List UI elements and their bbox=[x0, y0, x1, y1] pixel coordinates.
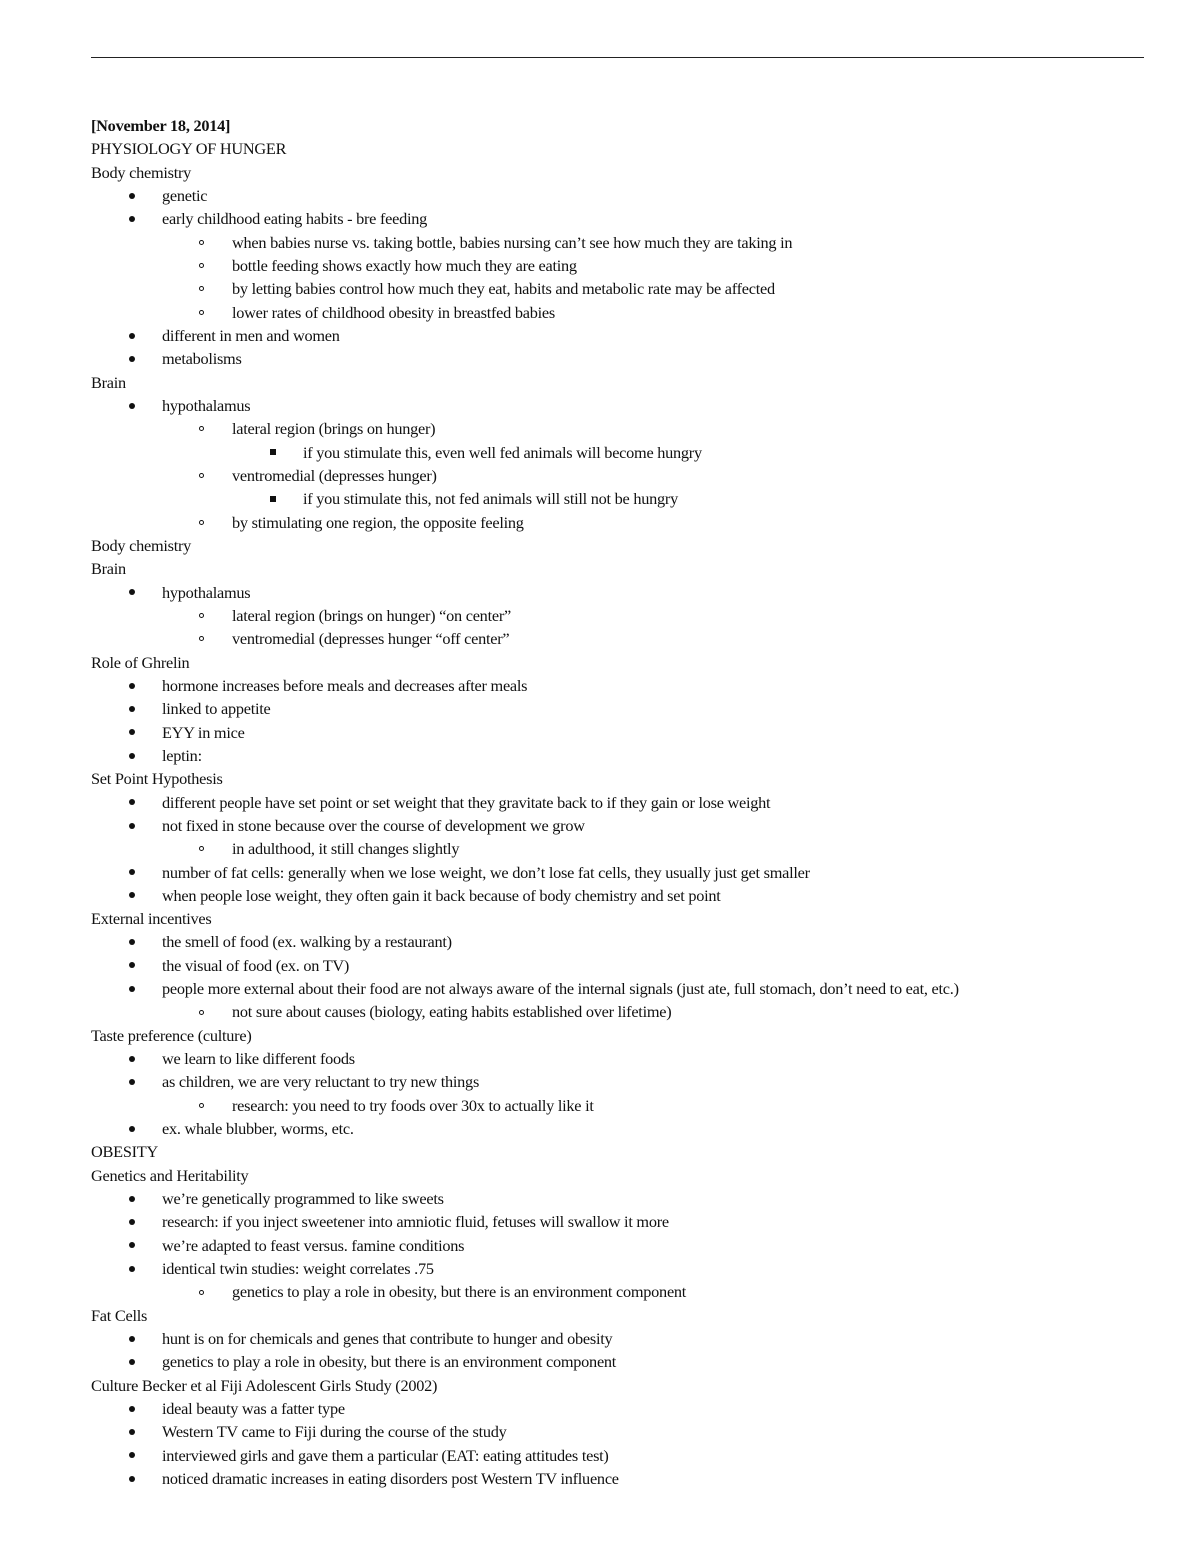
bullet-square-icon bbox=[270, 487, 276, 510]
bullet-circle-icon bbox=[199, 417, 204, 440]
list-item bbox=[91, 884, 1151, 907]
bullet-disc-icon bbox=[129, 1047, 135, 1070]
list-item bbox=[91, 254, 1151, 277]
line-text: people more external about their food are not always aware of the internal signals (just ate, full stomach, don’t need to eat, etc.) bbox=[162, 979, 959, 999]
bullet-circle-icon bbox=[199, 301, 204, 324]
list-item bbox=[91, 1000, 1151, 1023]
bullet-disc-icon bbox=[129, 1187, 135, 1210]
bullet-circle-icon bbox=[199, 231, 204, 254]
list-item bbox=[91, 441, 1151, 464]
list-item bbox=[91, 954, 1151, 977]
bullet-disc-icon bbox=[129, 1397, 135, 1420]
line-text: OBESITY bbox=[91, 1142, 158, 1162]
line-text: metabolisms bbox=[162, 349, 242, 369]
section-heading bbox=[91, 1304, 1151, 1327]
list-item bbox=[91, 1047, 1151, 1070]
list-item bbox=[91, 604, 1151, 627]
note-date: [November 18, 2014] bbox=[91, 116, 231, 135]
line-text: genetics to play a role in obesity, but there is an environment component bbox=[232, 1282, 687, 1302]
bullet-disc-icon bbox=[129, 347, 135, 370]
bullet-disc-icon bbox=[129, 814, 135, 837]
list-item bbox=[91, 1094, 1151, 1117]
bullet-disc-icon bbox=[129, 791, 135, 814]
line-text: if you stimulate this, even well fed animals will become hungry bbox=[303, 442, 702, 462]
notes-document bbox=[91, 114, 1151, 1490]
line-text: not fixed in stone because over the course of development we grow bbox=[162, 815, 585, 835]
bullet-disc-icon bbox=[129, 324, 135, 347]
list-item bbox=[91, 1257, 1151, 1280]
line-text: as children, we are very reluctant to try new things bbox=[162, 1072, 480, 1092]
bullet-disc-icon bbox=[129, 884, 135, 907]
list-item bbox=[91, 1234, 1151, 1257]
section-heading bbox=[91, 651, 1151, 674]
list-item bbox=[91, 1397, 1151, 1420]
line-text: research: you need to try foods over 30x to actually like it bbox=[232, 1095, 594, 1115]
line-text: research: if you inject sweetener into amniotic fluid, fetuses will swallow it more bbox=[162, 1212, 669, 1232]
bullet-disc-icon bbox=[129, 1234, 135, 1257]
line-text: leptin: bbox=[162, 745, 202, 765]
list-item bbox=[91, 744, 1151, 767]
list-item bbox=[91, 1327, 1151, 1350]
line-text: Brain bbox=[91, 559, 126, 579]
line-text: External incentives bbox=[91, 909, 212, 929]
line-text: bottle feeding shows exactly how much they are eating bbox=[232, 255, 577, 275]
bullet-circle-icon bbox=[199, 1280, 204, 1303]
line-text: genetics to play a role in obesity, but there is an environment component bbox=[162, 1352, 617, 1372]
line-text: ventromedial (depresses hunger “off center” bbox=[232, 629, 510, 649]
line-text: Set Point Hypothesis bbox=[91, 769, 223, 789]
list-item bbox=[91, 1350, 1151, 1373]
bullet-disc-icon bbox=[129, 1420, 135, 1443]
line-text: Taste preference (culture) bbox=[91, 1025, 252, 1045]
header-rule bbox=[91, 57, 1144, 58]
bullet-disc-icon bbox=[129, 930, 135, 953]
bullet-disc-icon bbox=[129, 207, 135, 230]
bullet-disc-icon bbox=[129, 977, 135, 1000]
list-item bbox=[91, 1210, 1151, 1233]
list-item bbox=[91, 487, 1151, 510]
list-item bbox=[91, 837, 1151, 860]
list-item bbox=[91, 277, 1151, 300]
list-item bbox=[91, 464, 1151, 487]
list-item bbox=[91, 394, 1151, 417]
section-heading bbox=[91, 1374, 1151, 1397]
bullet-circle-icon bbox=[199, 254, 204, 277]
list-item bbox=[91, 1444, 1151, 1467]
bullet-disc-icon bbox=[129, 954, 135, 977]
list-item bbox=[91, 511, 1151, 534]
list-item bbox=[91, 1280, 1151, 1303]
section-heading bbox=[91, 137, 1151, 160]
list-item bbox=[91, 417, 1151, 440]
list-item bbox=[91, 1070, 1151, 1093]
line-text: Fat Cells bbox=[91, 1305, 148, 1325]
section-heading bbox=[91, 371, 1151, 394]
bullet-circle-icon bbox=[199, 277, 204, 300]
line-text: Western TV came to Fiji during the course of the study bbox=[162, 1422, 507, 1442]
line-text: hypothalamus bbox=[162, 582, 251, 602]
bullet-disc-icon bbox=[129, 1467, 135, 1490]
list-item bbox=[91, 1420, 1151, 1443]
list-item bbox=[91, 627, 1151, 650]
list-item bbox=[91, 721, 1151, 744]
bullet-disc-icon bbox=[129, 721, 135, 744]
list-item bbox=[91, 347, 1151, 370]
line-text: Role of Ghrelin bbox=[91, 652, 190, 672]
line-text: we learn to like different foods bbox=[162, 1049, 355, 1069]
line-text: if you stimulate this, not fed animals will still not be hungry bbox=[303, 489, 678, 509]
line-text: hormone increases before meals and decreases after meals bbox=[162, 675, 528, 695]
bullet-circle-icon bbox=[199, 1094, 204, 1117]
line-text: noticed dramatic increases in eating disorders post Western TV influence bbox=[162, 1469, 619, 1489]
line-text: hunt is on for chemicals and genes that contribute to hunger and obesity bbox=[162, 1329, 613, 1349]
list-item bbox=[91, 324, 1151, 347]
line-text: by stimulating one region, the opposite feeling bbox=[232, 512, 524, 532]
list-item bbox=[91, 581, 1151, 604]
list-item bbox=[91, 861, 1151, 884]
bullet-circle-icon bbox=[199, 627, 204, 650]
line-text: we’re adapted to feast versus. famine conditions bbox=[162, 1235, 465, 1255]
list-item bbox=[91, 184, 1151, 207]
line-text: Body chemistry bbox=[91, 162, 192, 182]
line-text: the smell of food (ex. walking by a restaurant) bbox=[162, 932, 452, 952]
bullet-disc-icon bbox=[129, 1444, 135, 1467]
line-text: when people lose weight, they often gain it back because of body chemistry and set point bbox=[162, 885, 721, 905]
line-text: different people have set point or set weight that they gravitate back to if they gain or lose weight bbox=[162, 792, 771, 812]
line-text: lateral region (brings on hunger) “on center” bbox=[232, 605, 511, 625]
line-text: Genetics and Heritability bbox=[91, 1165, 249, 1185]
bullet-circle-icon bbox=[199, 604, 204, 627]
line-text: not sure about causes (biology, eating habits established over lifetime) bbox=[232, 1002, 672, 1022]
list-item bbox=[91, 930, 1151, 953]
list-item bbox=[91, 231, 1151, 254]
line-text: ideal beauty was a fatter type bbox=[162, 1399, 345, 1419]
section-heading bbox=[91, 1164, 1151, 1187]
line-text: ventromedial (depresses hunger) bbox=[232, 465, 437, 485]
line-text: early childhood eating habits - bre feeding bbox=[162, 209, 428, 229]
line-text: lateral region (brings on hunger) bbox=[232, 419, 436, 439]
line-text: interviewed girls and gave them a particular (EAT: eating attitudes test) bbox=[162, 1445, 609, 1465]
bullet-circle-icon bbox=[199, 837, 204, 860]
line-text: ex. whale blubber, worms, etc. bbox=[162, 1119, 354, 1139]
list-item bbox=[91, 207, 1151, 230]
line-text: PHYSIOLOGY OF HUNGER bbox=[91, 139, 287, 159]
bullet-disc-icon bbox=[129, 1210, 135, 1233]
bullet-disc-icon bbox=[129, 184, 135, 207]
bullet-disc-icon bbox=[129, 1350, 135, 1373]
line-text: Brain bbox=[91, 372, 126, 392]
line-text: we’re genetically programmed to like sweets bbox=[162, 1189, 444, 1209]
bullet-square-icon bbox=[270, 441, 276, 464]
line-text: linked to appetite bbox=[162, 699, 271, 719]
list-item bbox=[91, 301, 1151, 324]
line-text: Body chemistry bbox=[91, 535, 192, 555]
line-text: identical twin studies: weight correlates .75 bbox=[162, 1259, 434, 1279]
bullet-disc-icon bbox=[129, 581, 135, 604]
line-text: Culture Becker et al Fiji Adolescent Girls Study (2002) bbox=[91, 1375, 438, 1395]
bullet-circle-icon bbox=[199, 511, 204, 534]
section-heading bbox=[91, 907, 1151, 930]
bullet-disc-icon bbox=[129, 1327, 135, 1350]
section-heading bbox=[91, 1140, 1151, 1163]
line-text: genetic bbox=[162, 185, 208, 205]
section-heading bbox=[91, 161, 1151, 184]
list-item bbox=[91, 1117, 1151, 1140]
line-text: different in men and women bbox=[162, 325, 340, 345]
bullet-disc-icon bbox=[129, 1117, 135, 1140]
bullet-circle-icon bbox=[199, 464, 204, 487]
note-lines bbox=[91, 137, 1151, 1490]
section-heading bbox=[91, 557, 1151, 580]
bullet-disc-icon bbox=[129, 861, 135, 884]
line-text: the visual of food (ex. on TV) bbox=[162, 955, 350, 975]
section-heading bbox=[91, 534, 1151, 557]
list-item bbox=[91, 814, 1151, 837]
list-item bbox=[91, 977, 1151, 1000]
line-text: lower rates of childhood obesity in breastfed babies bbox=[232, 302, 555, 322]
section-heading bbox=[91, 767, 1151, 790]
line-text: by letting babies control how much they eat, habits and metabolic rate may be affected bbox=[232, 279, 775, 299]
line-text: hypothalamus bbox=[162, 395, 251, 415]
bullet-disc-icon bbox=[129, 744, 135, 767]
bullet-circle-icon bbox=[199, 1000, 204, 1023]
list-item bbox=[91, 697, 1151, 720]
bullet-disc-icon bbox=[129, 697, 135, 720]
list-item bbox=[91, 674, 1151, 697]
line-text: in adulthood, it still changes slightly bbox=[232, 839, 460, 859]
line-text: number of fat cells: generally when we lose weight, we don’t lose fat cells, they usually just get smaller bbox=[162, 862, 810, 882]
bullet-disc-icon bbox=[129, 674, 135, 697]
bullet-disc-icon bbox=[129, 1070, 135, 1093]
line-text: when babies nurse vs. taking bottle, babies nursing can’t see how much they are taking in bbox=[232, 232, 793, 252]
section-heading bbox=[91, 1024, 1151, 1047]
line-text: EYY in mice bbox=[162, 722, 245, 742]
list-item bbox=[91, 1467, 1151, 1490]
list-item bbox=[91, 1187, 1151, 1210]
bullet-disc-icon bbox=[129, 394, 135, 417]
bullet-disc-icon bbox=[129, 1257, 135, 1280]
list-item bbox=[91, 791, 1151, 814]
